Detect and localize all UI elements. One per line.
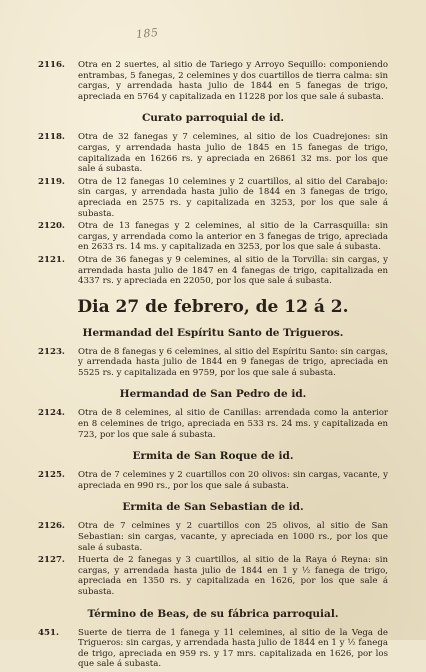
entry-number: 2118. <box>38 132 65 143</box>
entry-number: 2123. <box>38 346 65 357</box>
section-heading: Curato parroquial de id. <box>141 112 285 125</box>
entry-number: 2119. <box>38 176 65 187</box>
entry <box>38 555 388 597</box>
entry-text: Otra de 8 celemines, al sitio de Canillas: arrendada como la anterior en 8 celemines de trigo, apreciada en 533 rs. 24 ms. y capitalizada en 723, por los que sale á subasta. <box>78 408 388 440</box>
entry-text: Suerte de tierra de 1 fanega y 11 celemines, al sitio de la Vega de Trigueros: sin cargas, y arrendada hasta julio de 1844 en 1 y ½ fanega de trigo, apreciada en 959 rs. y 17 mrs. capitalizada en 1626, por los que sale á subasta. <box>78 627 388 670</box>
section <box>38 608 388 670</box>
date-heading: Dia 27 de febrero, de 12 á 2. <box>77 296 349 317</box>
document-body <box>38 60 388 672</box>
entry-number: 2124. <box>38 408 65 419</box>
entry-text: Otra de 12 fanegas 10 celemines y 2 cuartillos, al sitio del Carabajo: sin cargas, y arrendada hasta julio de 1844 en 3 fanegas de trigo, apreciada en 2575 rs. y capitalizada en 3253, por los que sale á subasta. <box>78 176 388 219</box>
page-annotation: 185 <box>135 25 160 42</box>
section <box>38 60 388 102</box>
entry-number: 2125. <box>38 470 65 481</box>
entry <box>38 628 388 670</box>
section-heading: Término de Beas, de su fábrica parroquial. <box>87 607 339 620</box>
section-heading: Hermandad del Espíritu Santo de Trigueros. <box>82 326 344 339</box>
entry <box>38 470 388 491</box>
entry-number: 2127. <box>38 555 65 566</box>
section <box>38 297 388 379</box>
section <box>38 501 388 597</box>
entry-text: Otra de 13 fanegas y 2 celemines, al sitio de la Carrasquilla: sin cargas, y arrendada como la anterior en 3 fanegas de trigo, apreciada en 2633 rs. 14 ms. y capitalizada en 3253, por los que sale á subasta. <box>78 221 388 253</box>
entry-number: 2121. <box>38 254 65 265</box>
entry <box>38 347 388 379</box>
entry <box>38 177 388 219</box>
entry <box>38 132 388 174</box>
entry-text: Otra de 7 celemines y 2 cuartillos con 20 olivos: sin cargas, vacante, y apreciada en 990 rs., por los que sale á subasta. <box>78 470 388 491</box>
section-heading: Ermita de San Sebastian de id. <box>122 501 304 514</box>
entry <box>38 60 388 102</box>
entry-text: Otra de 32 fanegas y 7 celemines, al sitio de los Cuadrejones: sin cargas, y arrendada hasta julio de 1845 en 15 fanegas de trigo, capitalizada en 16266 rs. y apreciada en 26861 32 ms. por los que sale á subasta. <box>78 132 388 175</box>
entry-text: Otra de 36 fanegas y 9 celemines, al sitio de la Torvilla: sin cargas, y arrendada hasta julio de 1847 en 4 fanegas de trigo, capitalizada en 4337 rs. y apreciada en 22050, por los que sale á subasta. <box>78 254 388 287</box>
entry-text: Otra de 8 fanegas y 6 celemines, al sitio del Espíritu Santo: sin cargas, y arrendada hasta julio de 1844 en 9 fanegas de trigo, apreciada en 5525 rs. y capitalizada en 9759, por los que sale á subasta. <box>78 346 388 378</box>
entry-number: 451. <box>38 627 59 638</box>
section <box>38 112 388 286</box>
entry <box>38 408 388 440</box>
entry <box>38 221 388 253</box>
entry-text: Otra de 7 celmines y 2 cuartillos con 25 olivos, al sitio de San Sebastian: sin cargas, vacante, y apreciada en 1000 rs., por los que sale á subasta. <box>78 521 388 553</box>
entry-number: 2120. <box>38 221 65 232</box>
section-heading: Hermandad de San Pedro de id. <box>119 388 307 401</box>
entry <box>38 255 388 287</box>
entry-text: Huerta de 2 fanegas y 3 cuartillos, al sitio de la Raya ó Reyna: sin cargas, y arrendada hasta julio de 1844 en 1 y ½ fanega de trigo, apreciada en 1350 rs. y capitalizada en 1626, por los que sale á subasta. <box>78 555 388 597</box>
section <box>38 450 388 491</box>
entry-number: 2116. <box>38 60 65 70</box>
section <box>38 388 388 440</box>
entry-text: Otra en 2 suertes, al sitio de Tariego y Arroyo Sequillo: componiendo entrambas, 5 fanegas, 2 celemines y dos cuartillos de tierra calma: sin cargas, y arrendada hasta julio de 1844 en 5 fanegas de trigo, apreciada en 5764 y capitalizada en 11228 por los que sale á subasta. <box>78 60 388 102</box>
entry <box>38 521 388 553</box>
entry-number: 2126. <box>38 521 65 532</box>
section-heading: Ermita de San Roque de id. <box>132 450 294 463</box>
